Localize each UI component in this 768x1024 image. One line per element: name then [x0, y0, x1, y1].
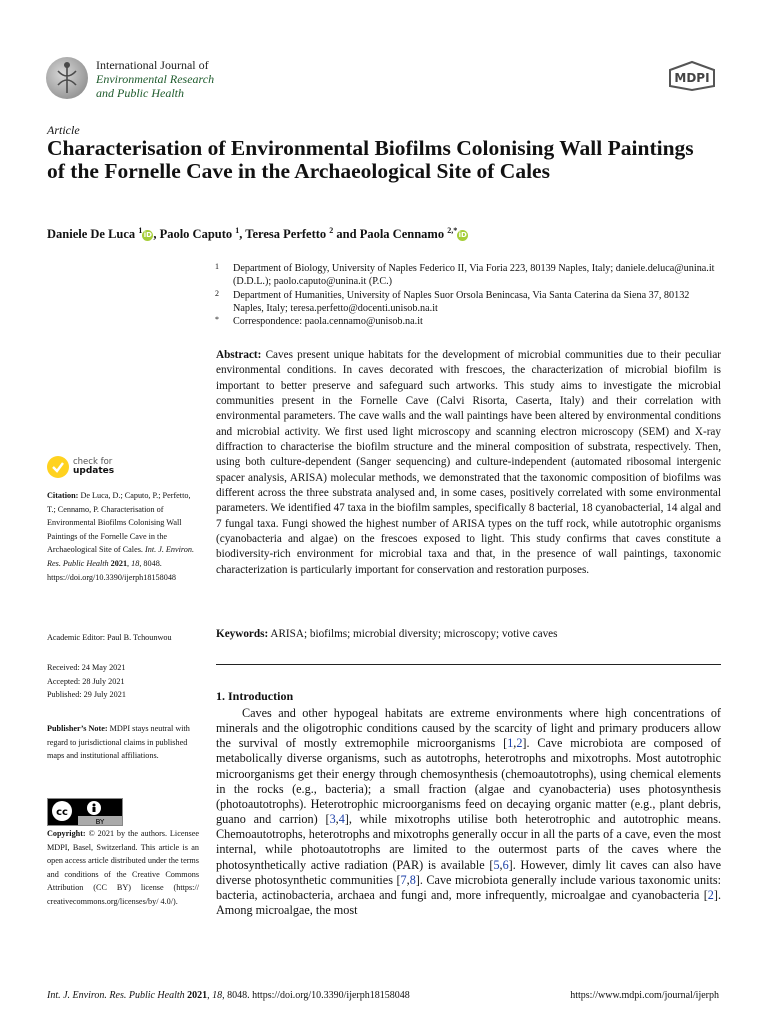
author-name: Paolo Caputo: [159, 227, 233, 242]
author-affiliation-mark: 2: [329, 226, 334, 235]
copyright-label: Copyright:: [47, 829, 86, 838]
article-title: Characterisation of Environmental Biofilms Colonising Wall Paintings of the Fornelle Cave in the Archaeological Site of Cales: [47, 136, 694, 183]
cc-by-license-badge[interactable]: [47, 798, 123, 826]
publisher-note-label: Publisher’s Note:: [47, 724, 108, 733]
author-name: Teresa Perfetto: [245, 227, 327, 242]
intro-text: ,: [335, 812, 339, 827]
keywords-label: Keywords:: [216, 628, 269, 640]
citation-ref-link[interactable]: 2: [707, 887, 714, 902]
introduction-paragraph: [216, 706, 721, 918]
footer-year: 2021: [187, 990, 208, 1001]
intro-text: ]. Cave microbiota are composed of metabolically diverse organisms, such as autotrophs, heterotrophs and mixotrophs. Most autotrophic microorganisms get their energy through chemosynthesis (chemoautotrophs), using chemical elements in the rocks (e.g., bacteria); a small fraction (algae and cyanobacteria) uses photosynthesis (photoautotrophs). Heterotrophic microorganisms feed on decaying organic matter (e.g., plant debris, guano and carrion) [: [216, 736, 722, 827]
author-affiliation-mark: 1: [138, 226, 143, 235]
creative-commons-icon: [52, 801, 72, 821]
abstract-label: Abstract:: [216, 349, 262, 361]
citation-journal: Int. J. Environ. Res. Public Health: [47, 545, 195, 568]
svg-text:cc: cc: [56, 807, 68, 818]
academic-editor: Academic Editor: Paul B. Tchounwou: [47, 633, 172, 642]
article-type: Article: [47, 123, 80, 137]
check-updates-icon: [47, 456, 69, 478]
keywords-text: ARISA; biofilms; microbial diversity; microscopy; votive caves: [270, 628, 558, 640]
citation-volume: 18: [131, 558, 140, 568]
intro-text: ]. Among microalgae, the most: [216, 887, 721, 918]
journal-name-line3: and Public Health: [96, 86, 184, 100]
date-accepted: Accepted: 28 July 2021: [47, 676, 125, 686]
author-name: Paola Cennamo: [359, 227, 445, 242]
section-divider: [216, 664, 721, 665]
cc-by-label: BY: [95, 818, 105, 825]
date-received: Received: 24 May 2021: [47, 663, 126, 672]
publisher-note-text: MDPI stays neutral with regard to jurisdictional claims in published maps and institutional affiliations.: [47, 724, 190, 761]
check-updates-line1: check for: [73, 457, 113, 467]
citation-text: De Luca, D.; Caputo, P.; Perfetto, T.; Cennamo, P. Characterisation of Environmental Biofilms Colonising Wall Paintings of the Fornelle Cave in the Archaeological Site of Cales.: [47, 491, 191, 555]
author-affiliation-mark: 1: [235, 226, 240, 235]
author-separator: ,: [153, 227, 160, 242]
footer-doi[interactable]: , 8048. https://doi.org/10.3390/ijerph18158048: [222, 990, 410, 1001]
author-name: Daniele De Luca: [47, 227, 136, 242]
citation-ref-link[interactable]: 6: [502, 857, 509, 872]
intro-text: ], while mixotrophs utilise both heterotrophic and autotrophic means. Chemoautotrophs, heterotrophs and mixotrophs generally occur in all the parts of a cave, even the most internal, while photoautotrophs are limited to the outermost parts of the caves where the photosynthetically active radiation (PAR) is available [: [216, 812, 721, 872]
journal-logo: [46, 57, 88, 99]
journal-name-line2: Environmental Research: [96, 72, 215, 86]
citation-doi[interactable]: , 8048. https://doi.org/10.3390/ijerph18158048: [47, 558, 177, 582]
footer-journal: Int. J. Environ. Res. Public Health: [47, 990, 185, 1001]
date-published: Published: 29 July 2021: [47, 690, 126, 700]
orcid-icon[interactable]: iD: [458, 230, 467, 239]
section-heading-introduction: 1. Introduction: [216, 689, 294, 703]
intro-text: ,: [513, 736, 517, 751]
affiliation-mark: 2: [215, 288, 219, 298]
publication-dates: [47, 661, 126, 702]
affiliation-text: Correspondence: paola.cennamo@unisob.na.it: [233, 316, 423, 328]
affiliation-text: Department of Humanities, University of Naples Suor Orsola Benincasa, Via Santa Caterina da Siena 37, 80132 Naples, Italy; teresa.perfetto@docenti.unisob.na.it: [233, 289, 690, 314]
footer-citation: Int. J. Environ. Res. Public Health 2021, 18, 8048. https://doi.org/10.3390/ijerph18158048: [47, 990, 410, 1001]
affiliation-mark: 1: [215, 262, 219, 271]
intro-text: ,: [499, 857, 503, 872]
author-separator: and: [333, 227, 360, 242]
intro-text: ]. However, dimly lit caves can also have diverse photosynthetic communities [: [216, 857, 722, 887]
copyright-text: © 2021 by the authors. Licensee MDPI, Basel, Switzerland. This article is an open access article distributed under the terms and conditions of the Creative Commons Attribution (CC BY) license (https:// creativecommons.org/licenses/by/ 4.0/).: [47, 829, 200, 906]
attribution-icon: [87, 801, 101, 815]
footer-volume: 18: [212, 990, 223, 1001]
author-affiliation-mark: 2,*: [447, 226, 458, 235]
journal-emblem-icon: [46, 57, 88, 99]
citation-block: Citation: De Luca, D.; Caputo, P.; Perfetto, T.; Cennamo, P. Characterisation of Environmental Biofilms Colonising Wall Paintings of the Fornelle Cave in the Archaeological Site of Cales. Int. J. Environ. Res. Public Health 2021, 18, 8048. https://doi.org/10.3390/ijerph18158048: [47, 491, 195, 582]
keywords: [216, 628, 721, 640]
citation-ref-link[interactable]: 5: [493, 857, 500, 872]
journal-name-line1: International Journal of: [96, 58, 209, 72]
check-for-updates-badge[interactable]: [47, 456, 167, 482]
affiliation-item: [215, 315, 715, 328]
citation-label: Citation:: [47, 491, 79, 500]
intro-text: ,: [406, 872, 410, 887]
affiliation-text: Department of Biology, University of Naples Federico II, Via Foria 223, 80139 Naples, Italy; daniele.deluca@unina.it (D.D.L.); paolo.caputo@unina.it (P.C.): [233, 263, 715, 288]
mdpi-logo-text: MDPI: [674, 71, 710, 85]
citation-ref-link[interactable]: 8: [409, 872, 416, 887]
affiliation-mark: *: [215, 315, 219, 325]
citation-ref-link[interactable]: 3: [329, 812, 336, 827]
intro-text: ]. Cave microbiota generally include various taxonomic units: bacteria, actinobacteria, archaea and fungi and, more infrequently, microalgae and cyanobacteria [: [216, 872, 721, 902]
abstract-text: Caves present unique habitats for the development of microbial communities due to their peculiar environmental conditions. In caves decorated with frescoes, the characterization of microbial biofilm is important to better preserve and safeguard such artworks. This study aims to investigate the microbial communities present in the Fornelle Cave (Calvi Risorta, Caserta, Italy) and their correlation with environmental parameters. The cave walls and the wall paintings have been altered by environmental conditions and microbial activity. We first used light microscopy and scanning electron microscopy (SEM) and X-ray diffraction to characterise the biofilm structure and the mineral composition of substrata, respectively. Then, using both culture-dependent (Sanger sequencing) and culture-independent (automated ribosomal intergenic spacer analysis, ARISA) molecular methods, we demonstrated that the taxonomic composition of biofilms was different across the three substrata analysed and, in some cases, positively correlated with some environmental parameters. We identified 47 taxa in the biofilm samples, specifically 8 bacterial, 18 cyanobacterial, 14 algal and 7 fungal taxa. Fungi showed the highest number of ARISA types on the tuff rock, while autotrophic organisms (cyanobacteria and algae) on the frescoes exposed to light. This study confirms that caves constitute a biodiversity-rich environment for microbial taxa and that, in the presence of wall paintings, taxonomic characterization is particularly important for conservation and restoration purposes.: [216, 349, 722, 576]
publisher-note: [47, 722, 202, 763]
check-updates-line2: updates: [73, 466, 115, 476]
citation-ref-link[interactable]: 4: [338, 812, 345, 827]
footer-journal-url[interactable]: https://www.mdpi.com/journal/ijerph: [570, 990, 719, 1001]
check-updates-text: [73, 458, 114, 476]
affiliation-item: [215, 289, 715, 316]
citation-ref-link[interactable]: 2: [516, 736, 523, 751]
mdpi-logo: [666, 60, 718, 92]
citation-year: 2021: [110, 558, 128, 568]
journal-name: [96, 58, 214, 100]
citation-ref-link[interactable]: 1: [507, 736, 514, 751]
citation-ref-link[interactable]: 7: [400, 872, 407, 887]
intro-text: Caves and other hypogeal habitats are extreme environments where high concentrations of minerals and the oligotrophic conditions caused by the scarcity of light and primary producers allow the survival of mostly extremophile microorganisms [: [216, 706, 721, 751]
abstract: [216, 348, 721, 578]
orcid-icon[interactable]: iD: [143, 230, 152, 239]
affiliation-item: [215, 262, 715, 289]
author-separator: ,: [239, 227, 246, 242]
author-list: [47, 226, 468, 242]
affiliations: [215, 262, 715, 328]
copyright-notice: [47, 827, 199, 909]
